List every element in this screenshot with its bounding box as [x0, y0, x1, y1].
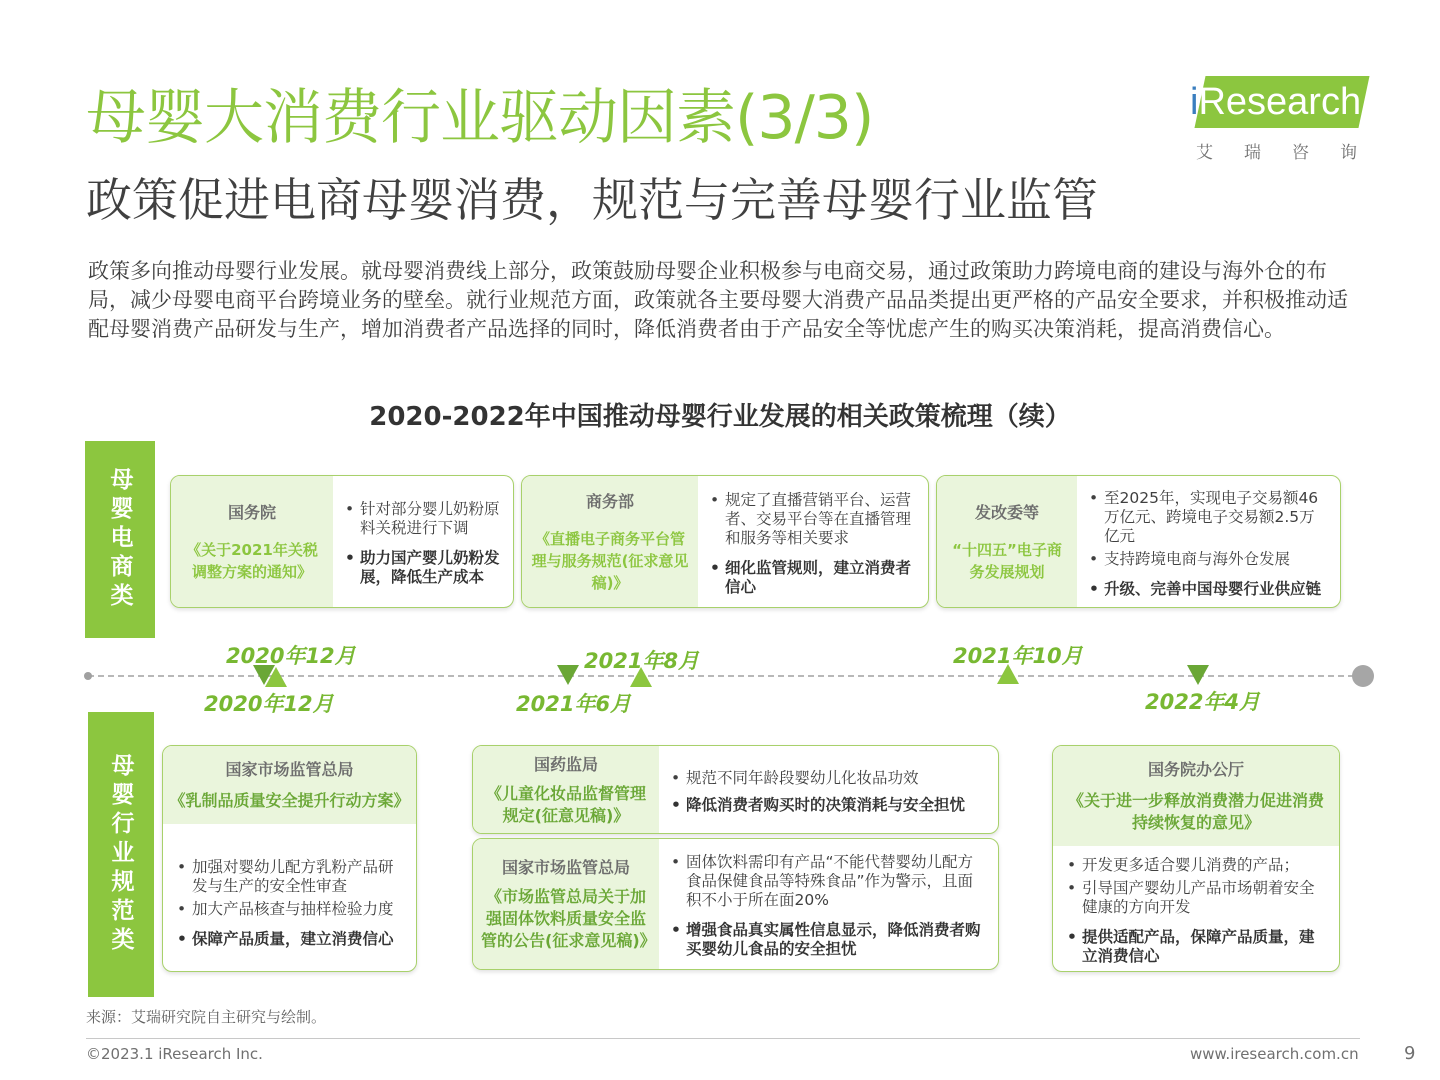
timeline-marker-up: [265, 667, 287, 687]
policy-card-points: [1077, 476, 1340, 607]
policy-document: 《关于进一步释放消费潜力促进消费持续恢复的意见》: [1067, 791, 1324, 832]
timeline-start-dot: [84, 672, 92, 680]
policy-document: 《市场监管总局关于加强固体饮料质量安全监管的公告(征求意见稿)》: [481, 887, 656, 950]
timeline-date: 2020年12月: [204, 692, 334, 716]
policy-point: • 加大产品核查与抽样检验力度: [177, 900, 402, 919]
logo-wordmark: iResearch: [1190, 81, 1362, 123]
timeline-marker-down: [557, 665, 579, 685]
policy-card: [170, 475, 514, 608]
policy-card: [162, 745, 417, 972]
policy-card-header: [473, 746, 659, 833]
issuing-agency: 国家市场监管总局: [225, 760, 354, 779]
timeline-date: 2022年4月: [1145, 690, 1261, 714]
policy-point: • 至2025年，实现电子交易额46万亿元、跨境电子交易额2.5万亿元: [1089, 489, 1330, 546]
policy-document: 《关于2021年关税调整方案的通知》: [186, 540, 318, 581]
side-label-regulation: 母婴行业规范类: [88, 712, 154, 997]
issuing-agency: 商务部: [585, 491, 634, 511]
copyright: ©2023.1 iResearch Inc.: [86, 1045, 263, 1063]
policy-key-point: • 提供适配产品，保障产品质量，建立消费信心: [1067, 928, 1325, 966]
policy-document: “十四五”电子商务发展规划: [952, 540, 1062, 581]
policy-card: [472, 838, 999, 970]
issuing-agency: 国药监局: [533, 754, 598, 774]
timeline-marker-down: [1187, 665, 1209, 685]
page-title: 母婴大消费行业驱动因素(3/3): [86, 83, 874, 153]
policy-card-points: [698, 476, 928, 607]
policy-point: • 针对部分婴儿奶粉原料关税进行下调: [345, 500, 503, 538]
policy-document: 《直播电子商务平台管理与服务规范(征求意见稿)》: [531, 529, 689, 592]
issuing-agency: 国务院: [227, 502, 276, 522]
chart-title: 2020-2022年中国推动母婴行业发展的相关政策梳理（续）: [369, 402, 1071, 432]
website-url: www.iresearch.com.cn: [1190, 1045, 1359, 1063]
policy-card-header: [1053, 746, 1339, 846]
policy-card-header: [522, 476, 698, 607]
policy-key-point: • 细化监管规则，建立消费者信心: [710, 559, 918, 597]
issuing-agency: 发改委等: [974, 502, 1039, 522]
source-note: 来源：艾瑞研究院自主研究与绘制。: [86, 1008, 327, 1026]
timeline-date: 2021年6月: [516, 692, 632, 716]
policy-card-header: [171, 476, 333, 607]
policy-document: 《乳制品质量安全提升行动方案》: [169, 791, 410, 810]
iresearch-logo: [1190, 76, 1388, 164]
timeline-marker-up: [997, 664, 1019, 684]
page-subtitle: 政策促进电商母婴消费，规范与完善母婴行业监管: [86, 173, 1098, 227]
policy-card-header: [163, 746, 416, 824]
timeline-end-dot: [1352, 665, 1374, 687]
footer-divider: [86, 1038, 1360, 1039]
policy-point: • 引导国产婴幼儿产品市场朝着安全健康的方向开发: [1067, 879, 1325, 917]
timeline-marker-up: [630, 667, 652, 687]
timeline-date: 2021年8月: [584, 649, 700, 673]
policy-key-point: • 降低消费者购买时的决策消耗与安全担忧: [671, 796, 988, 815]
page-number: 9: [1404, 1043, 1416, 1064]
policy-card: [521, 475, 929, 608]
policy-point: • 支持跨境电商与海外仓发展: [1089, 550, 1330, 569]
policy-card-points: [659, 746, 998, 833]
policy-card-points: [333, 476, 513, 607]
issuing-agency: 国务院办公厅: [1147, 760, 1244, 779]
policy-point: • 固体饮料需印有产品“不能代替婴幼儿配方食品保健食品等特殊食品”作为警示，且面积不小于所在面20%: [671, 853, 988, 910]
timeline-date: 2020年12月: [226, 644, 356, 668]
policy-card: [472, 745, 999, 834]
logo-tagline: 艾瑞咨询: [1196, 143, 1388, 163]
policy-document: 《儿童化妆品监督管理规定(征意见稿)》: [485, 783, 646, 825]
policy-point: • 开发更多适合婴儿消费的产品；: [1067, 856, 1325, 875]
policy-key-point: • 增强食品真实属性信息显示，降低消费者购买婴幼儿食品的安全担忧: [671, 921, 988, 959]
policy-card-points: [1053, 850, 1339, 971]
timeline-date: 2021年10月: [953, 644, 1083, 668]
policy-key-point: • 保障产品质量，建立消费信心: [177, 930, 402, 949]
policy-card: [1052, 745, 1340, 972]
policy-point: • 规范不同年龄段婴幼儿化妆品功效: [671, 769, 988, 788]
side-label-ecommerce: 母婴电商类: [85, 441, 155, 638]
policy-key-point: • 升级、完善中国母婴行业供应链: [1089, 580, 1330, 599]
policy-card-header: [937, 476, 1077, 607]
intro-paragraph: 政策多向推动母婴行业发展。就母婴消费线上部分，政策鼓励母婴企业积极参与电商交易，通过政策助力跨境电商的建设与海外仓的布局，减少母婴电商平台跨境业务的壁垒。就行业规范方面，政策就各主要母婴大消费产品品类提出更严格的产品安全要求，并积极推动适配母婴消费产品研发与生产，增加消费者产品选择的同时，降低消费者由于产品安全等忧虑产生的购买决策消耗，提高消费信心。: [88, 259, 1348, 341]
policy-card-points: [659, 839, 998, 969]
policy-card-header: [473, 839, 659, 969]
policy-card-points: [163, 836, 416, 971]
policy-card: [936, 475, 1341, 608]
policy-point: • 加强对婴幼儿配方乳粉产品研发与生产的安全性审查: [177, 858, 402, 896]
issuing-agency: 国家市场监管总局: [501, 858, 630, 877]
policy-key-point: • 助力国产婴儿奶粉发展，降低生产成本: [345, 549, 503, 587]
policy-point: • 规定了直播营销平台、运营者、交易平台等在直播管理和服务等相关要求: [710, 491, 918, 548]
